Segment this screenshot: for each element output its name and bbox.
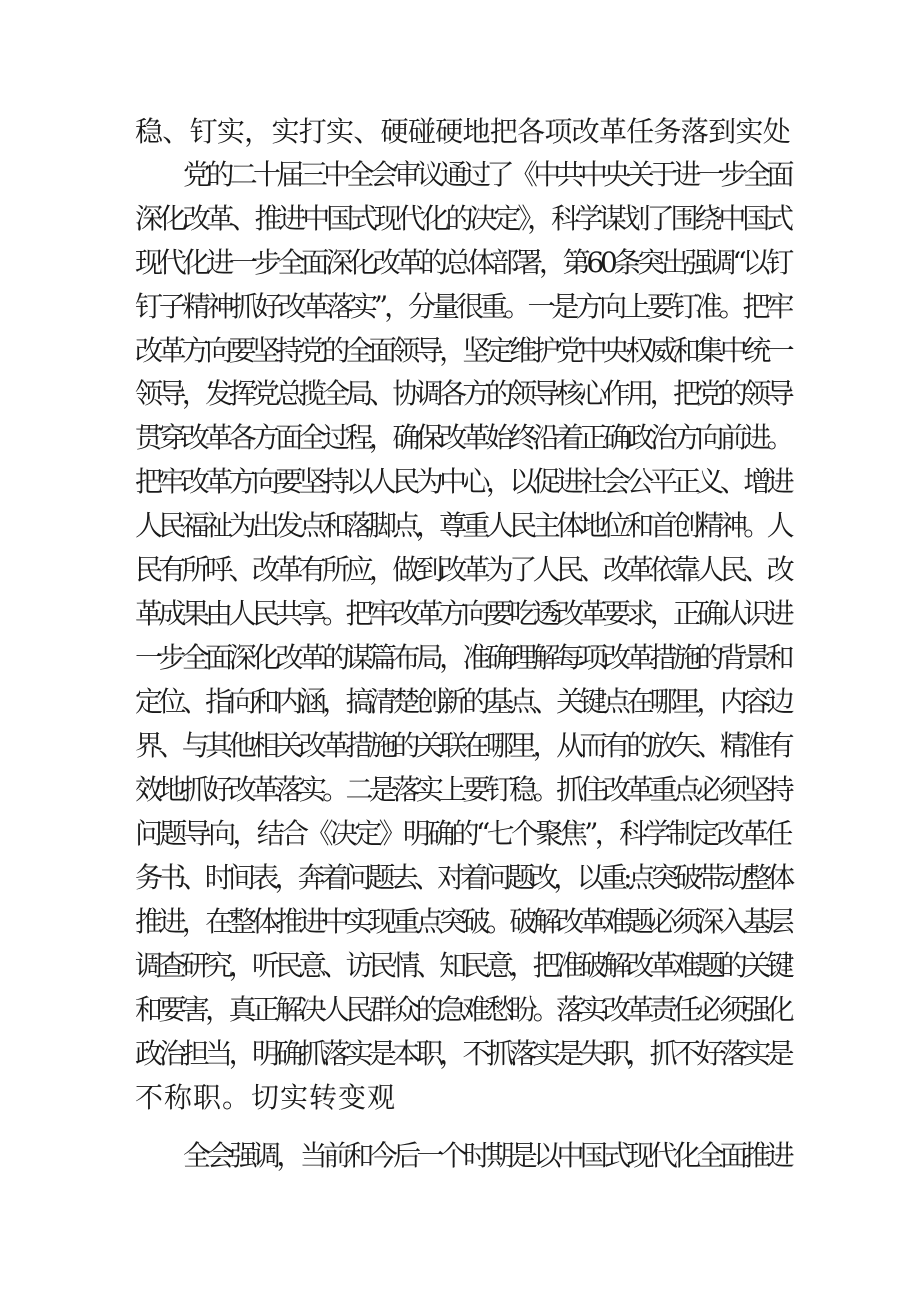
text-line: 政治担当，明确抓落实是本职，不抓落实是失职，抓不好落实是 (135, 1037, 791, 1070)
text-line: 调查研究，听民意、访民情、知民意，把准破解改革难题的关键 (135, 949, 791, 982)
text-line: 把牢改革方向要坚持以人民为中心，以促进社会公平正义、增进 (135, 465, 791, 498)
paragraph-start-line: 党的二十届三中全会审议通过了《中共中央关于进一步全面 (183, 158, 791, 191)
text-line: 和要害，真正解决人民群众的急难愁盼。落实改革责任必须强化 (135, 993, 791, 1026)
text-line: 定位、指向和内涵，搞清楚创新的基点、关键点在哪里，内容边 (135, 685, 791, 718)
text-line: 不称职。切实转变观 (135, 1081, 397, 1114)
text-line: 革成果由人民共享。把牢改革方向要吃透改革要求，正确认识进 (135, 597, 791, 630)
text-line: 钉子精神抓好改革落实”，分量很重。一是方向上要钉准。把牢 (135, 290, 791, 323)
text-line: 务书、时间表，奔着问题去、对着问题改，以重:点突破带动整体 (135, 861, 791, 894)
text-line: 界、与其他相关改革措施的关联在哪里，从而有的放矢、精准有 (135, 729, 791, 762)
text-line: 深化改革、推进中国式现代化的决定》，科学谋划了围绕中国式 (135, 202, 791, 235)
text-line: 贯穿改革各方面全过程，确保改革始终沿着正确政治方向前进。 (135, 421, 791, 454)
text-line: 效地抓好改革落实。二是落实上要钉稳。抓住改革重点必须坚持 (135, 773, 791, 806)
text-line: 一步全面深化改革的谋篇布局，准确理解每项改革措施的背景和 (135, 641, 791, 674)
text-line: 人民福祉为出发点和落脚点，尊重人民主体地位和首创精神。人 (135, 509, 791, 542)
text-line: 推进，在整体推进中实现重点突破。破解改革难题必须深入基层 (135, 905, 791, 938)
text-line: 改革方向要坚持党的全面领导，坚定维护党中央权威和集中统一 (135, 334, 791, 367)
text-line: 现代化进一步全面深化改革的总体部署，第60条突出强调“以钉 (135, 246, 790, 279)
text-line: 领导，发挥党总揽全局、协调各方的领导核心作用，把党的领导 (135, 377, 791, 410)
text-line: 稳、钉实，实打实、硬碰硬地把各项改革任务落到实处 (135, 115, 791, 148)
text-line: 民有所呼、改革有所应，做到改革为了人民、改革依靠人民、改 (135, 553, 791, 586)
paragraph-start-line: 全会强调，当前和今后一个时期是以中国式现代化全面推进 (183, 1139, 791, 1172)
text-line: 问题导向，结合《决定》明确的“七个聚焦”，科学制定改革任 (135, 817, 790, 850)
